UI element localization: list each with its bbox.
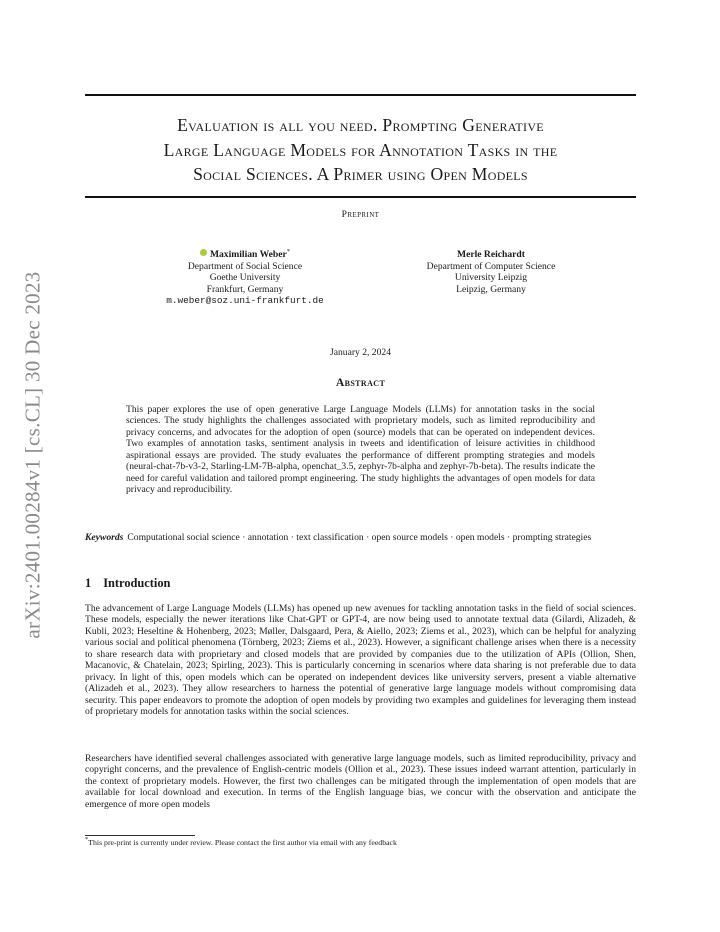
section-number: 1 — [85, 576, 92, 590]
author-institution: University Leipzig — [454, 272, 528, 284]
author-name: Maximilian Weber — [209, 249, 287, 260]
orcid-icon[interactable] — [200, 249, 207, 256]
author-name-line — [142, 249, 348, 261]
author-email[interactable]: m.weber@soz.uni-frankfurt.de — [166, 295, 324, 307]
paper-title — [85, 113, 636, 187]
abstract-heading: Abstract — [335, 376, 386, 389]
footnote-text: This pre-print is currently under review. Please contact the first author via email with any feedback — [88, 838, 397, 847]
title-line: Social Sciences. A Primer using Open Models — [193, 164, 528, 184]
keywords-label: Keywords — [85, 532, 124, 543]
title-rule-top — [85, 94, 636, 96]
author-location: Frankfurt, Germany — [206, 283, 284, 295]
author-block-2 — [398, 249, 584, 295]
preprint-label: Preprint — [341, 210, 380, 220]
footnote-marker: * — [85, 836, 89, 843]
footnote-marker[interactable]: * — [286, 248, 291, 255]
body-paragraph: Researchers have identified several challenges associated with generative large language models, such as limited reproducibility, privacy and copyright concerns, and the prevalence of English-centric models (Ollion et al., 2023). These issues indeed warrant attention, particularly in the context of proprietary models. However, the first two challenges can be mitigated through the implementation of open models that are available for local download and execution. In terms of the English language bias, we concur with the observation and anticipate the emergence of more open models — [85, 753, 636, 810]
section-title: Introduction — [103, 576, 171, 590]
arxiv-identifier-text: arXiv:2401.00284v1 [cs.CL] 30 Dec 2023 — [20, 271, 45, 639]
keywords-text: Computational social science · annotation · text classification · open source models · open models · prompting strategies — [127, 532, 592, 543]
footnote — [85, 838, 636, 847]
title-line: Large Language Models for Annotation Tasks in the — [163, 139, 558, 160]
author-name: Merle Reichardt — [457, 249, 525, 260]
publication-date: January 2, 2024 — [329, 347, 391, 358]
author-department: Department of Social Science — [187, 260, 303, 272]
arxiv-side-identifier — [18, 248, 48, 662]
author-block-1 — [142, 249, 348, 307]
author-institution: Goethe University — [209, 272, 281, 284]
author-department: Department of Computer Science — [426, 260, 556, 272]
title-rule-bottom — [85, 196, 636, 198]
title-line: Evaluation is all you need. Prompting Generative — [177, 115, 544, 135]
body-paragraph: The advancement of Large Language Models (LLMs) has opened up new avenues for tackling annotation tasks in the field of social sciences. These models, especially the newer iterations like Chat-GPT or GPT-4, are now being used to annotate textual data (Gilardi, Alizadeh, & Kubli, 2023; Heseltine & Hohenberg, 2023; Møller, Dalsgaard, Pera, & Aiello, 2023; Ziems et al., 2023), which can be helpful for analyzing various social and political phenomena (Törnberg, 2023; Ziems et al., 2023). However, a significant challenge arises when there is a necessity to share research data with proprietary and closed models that are provided by companies due to the utilization of APIs (Ollion, Shen, Macanovic, & Chatelain, 2023; Spirling, 2023). This is particularly concerning in scenarios where data sharing is not preferable due to data privacy. In light of this, open models which can be operated on independent devices like university servers, present a viable alternative (Alizadeh et al., 2023). They allow researchers to harness the potential of generative large language models without compromising data security. This paper endeavors to promote the adoption of open models by providing two examples and guidelines for leveraging them instead of proprietary models for annotation tasks within the social sciences. — [85, 603, 636, 718]
author-location: Leipzig, Germany — [456, 283, 526, 295]
footnote-rule — [85, 835, 195, 836]
section-heading — [85, 576, 170, 591]
keywords — [85, 532, 636, 543]
abstract-text: This paper explores the use of open generative Large Language Models (LLMs) for annotation tasks in the social sciences. The study highlights the challenges associated with proprietary models, such as limited reproducibility and privacy concerns, and advocates for the adoption of open (source) models that can be operated on independent devices. Two examples of annotation tasks, sentiment analysis in tweets and identification of leisure activities in childhood aspirational essays are provided. The study evaluates the performance of different prompting strategies and models (neural-chat-7b-v3-2, Starling-LM-7B-alpha, openchat_3.5, zephyr-7b-alpha and zephyr-7b-beta). The results indicate the need for careful validation and tailored prompt engineering. The study highlights the advantages of open models for data privacy and reproducibility. — [126, 404, 595, 496]
